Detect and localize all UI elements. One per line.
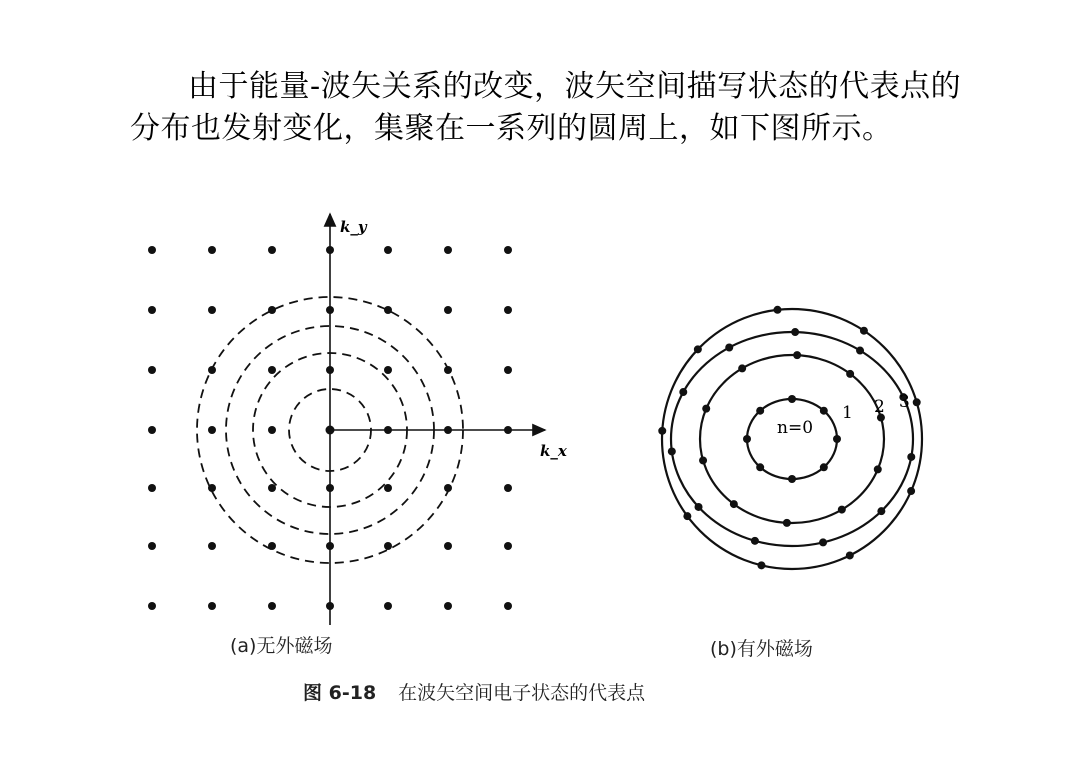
ring-point <box>788 395 796 403</box>
figure-title <box>303 678 645 705</box>
ring-label-1: 1 <box>842 403 853 423</box>
ring-label-3: 3 <box>899 392 910 412</box>
ring-point <box>874 465 882 473</box>
ring-point <box>788 475 796 483</box>
ring-point <box>793 351 801 359</box>
ring-point <box>907 487 915 495</box>
ring-point <box>730 500 738 508</box>
ring-point <box>791 328 799 336</box>
landau-ring <box>700 355 884 523</box>
kx-axis-label: k_x <box>540 442 567 460</box>
ring-point <box>695 503 703 511</box>
ring-point <box>838 506 846 514</box>
ring-label-2: 2 <box>874 397 885 417</box>
figure-number: 图 6-18 <box>303 682 377 704</box>
landau-ring <box>671 332 913 546</box>
ring-point <box>846 551 854 559</box>
ring-point <box>743 435 751 443</box>
ring-point <box>756 463 764 471</box>
ring-label-n0: n=0 <box>777 418 814 438</box>
ring-point <box>751 537 759 545</box>
ring-point <box>913 398 921 406</box>
figure-title-text: 在波矢空间电子状态的代表点 <box>398 682 646 704</box>
ring-point <box>757 561 765 569</box>
ring-point <box>658 427 666 435</box>
ring-point <box>907 453 915 461</box>
ring-point <box>683 512 691 520</box>
ring-point <box>756 407 764 415</box>
ring-point <box>820 463 828 471</box>
ring-point <box>702 405 710 413</box>
caption-a: (a)无外磁场 <box>230 635 333 657</box>
paragraph-line-2: 分布也发射变化，集聚在一系列的圆周上，如下图所示。 <box>130 111 893 146</box>
ring-point <box>819 538 827 546</box>
ring-point <box>833 435 841 443</box>
ring-point <box>738 364 746 372</box>
ring-point <box>783 519 791 527</box>
ring-point <box>846 370 854 378</box>
caption-b: (b)有外磁场 <box>710 638 813 660</box>
ring-point <box>820 407 828 415</box>
ring-point <box>699 456 707 464</box>
ring-point <box>668 447 676 455</box>
ring-point <box>877 507 885 515</box>
paragraph-line-1: 由于能量-波矢关系的改变，波矢空间描写状态的代表点的 <box>188 69 962 104</box>
ring-point <box>774 306 782 314</box>
ring-point <box>694 345 702 353</box>
ring-point <box>725 344 733 352</box>
ring-point <box>679 388 687 396</box>
ky-axis-label: k_y <box>340 218 367 236</box>
ring-point <box>860 327 868 335</box>
ring-point <box>856 347 864 355</box>
